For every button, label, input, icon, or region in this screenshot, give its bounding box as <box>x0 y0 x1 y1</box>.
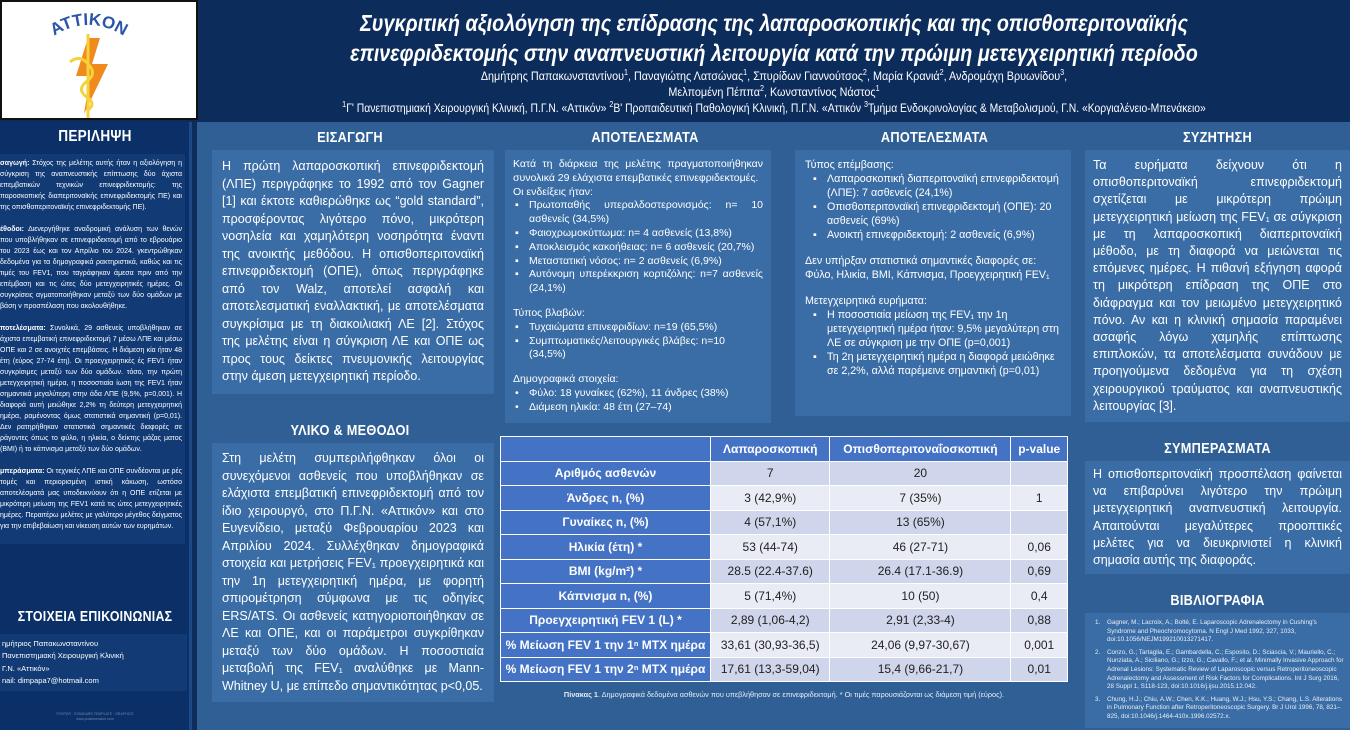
list-item: ▪ Πρωτοπαθής υπεραλδοστερονισμός: n= 10 ασθενείς (34,5%) <box>513 199 763 227</box>
table-row <box>501 608 1068 633</box>
row-label: % Μείωση FEV 1 την 1ⁿ ΜΤΧ ημέρα <box>501 633 711 658</box>
table-cell: 10 (50) <box>830 584 1011 609</box>
reference-item: 1. Gagner, M.; Lacroix, A.; Bolté, E. Laparoscopic Adrenalectomy in Cushing's Syndrome and Pheochromocytoma. N Engl J Med 1992, 327, 1033, doi:10.1056/NEJM199210013271417. <box>1095 619 1346 645</box>
affiliation: Γ' Πανεπιστημιακή Χειρουργική Κλινική, Π.Γ.Ν. «Αττικόν» <box>346 103 607 115</box>
sidebar <box>0 122 192 730</box>
author-affiliation-mark: 2 <box>759 84 764 93</box>
contact-line: ημήτριος Παπακωνσταντίνου <box>2 639 99 648</box>
author-affiliation-mark: 1 <box>623 68 629 77</box>
poster-body <box>197 122 1350 730</box>
list-item: • Φύλο: 18 γυναίκες (62%), 11 άνδρες (38%) <box>513 387 763 401</box>
conclusions-text: Η οπισθοπεριτοναϊκή προσπέλαση φαίνεται να επιβαρύνει λιγότερο την πρώιμη μετεγχειρητική αναπνευστική λειτουργία. Απαιτούνται μεγαλύτερες προοπτικές μελέτες για να διευκρινιστεί η κλινική σημασία αυτής της διαφοράς. <box>1085 461 1350 574</box>
contact-line: Πανεπιστημιακή Χειρουργική Κλινική <box>2 651 124 661</box>
table-row <box>501 657 1068 682</box>
bibliography-heading: ΒΙΒΛΙΟΓΡΑΦΙΑ <box>1170 592 1265 609</box>
list-item: ▪ Συμπτωματικές/λειτουργικές βλάβες: n=10 (34,5%) <box>513 335 763 363</box>
table-cell: 0,88 <box>1011 608 1068 633</box>
table-cell: 0,69 <box>1011 559 1068 584</box>
author-name: Παναγιώτης Λατσώνας <box>634 69 744 83</box>
results-heading-1: ΑΠΟΤΕΛΕΣΜΑΤΑ <box>591 129 699 146</box>
table-cell: 24,06 (9,97-30,67) <box>830 633 1011 658</box>
list-item: ▪ Λαπαροσκοπική διαπεριτοναϊκή επινεφριδεκτομή (ΛΠΕ): 7 ασθενείς (24,1%) <box>811 172 1061 200</box>
table-cell: 53 (44-74) <box>711 535 830 560</box>
table-cell: 7 (35%) <box>830 486 1011 511</box>
intro-text: Η πρώτη λαπαροσκοπική επινεφριδεκτομή (ΛΠΕ) περιγράφηκε το 1992 από τον Gagner [1] και έκτοτε καθιερώθηκε ως “gold standard”, προσφέροντας λιγότερο πόνο, μικρότερη νοσηλεία και χαμηλότερη νοσηρότητα έναντι της ανοικτής μεθόδου. Η οπισθοπεριτοναϊκή επινεφριδεκτομή (ΟΠΕ), όπως περιγράφηκε από τον Walz, αποτελεί ασφαλή και αποτελεσματική εναλλακτική, με αποτελέσματα συγκρίσιμα με τη διακοιλιακή ΛΕ [2]. Στόχος της μελέτης είναι η σύγκριση ΛΕ και ΟΠΕ ως προς τους δείκτες πνευμονικής λειτουργίας στην άμεση μετεγχειρητική περίοδο. <box>212 150 494 394</box>
abstract-heading: ΠΕΡΙΛΗΨΗ <box>58 128 132 145</box>
row-label: Κάπνισμα n, (%) <box>501 584 711 609</box>
column-header: Οπισθοπεριτοναΐοσκοπική <box>830 437 1011 462</box>
affiliation-mark: 1 <box>342 100 347 110</box>
table-cell: 0,4 <box>1011 584 1068 609</box>
table-cell <box>1011 461 1068 486</box>
list-item: ▪ Αποκλεισμός κακοήθειας: n= 6 ασθενείς (20,7%) <box>513 241 763 255</box>
affiliation: Β' Προπαιδευτική Παθολογική Κλινική, Π.Γ.Ν. «Αττικόν <box>613 103 862 115</box>
affiliation-mark: 3 <box>863 100 868 110</box>
table-cell <box>1011 510 1068 535</box>
table-cell: 17,61 (13,3-59,04) <box>711 657 830 682</box>
list-item: ▪ Φαιοχρωμοκύττωμα: n= 4 ασθενείς (13,8%) <box>513 227 763 241</box>
table-cell: 20 <box>830 461 1011 486</box>
row-label: Άνδρες n, (%) <box>501 486 711 511</box>
authors: Δημήτρης Παπακωνσταντίνου$^1$, Παναγιώτης Λατσώνας$^1$, Σπυρίδων Γιαννούτσος$^2$, Μαρία Κρανιά$^2$, Ανδρομάχη Βρυωνίδου$^3$, Μελπομένη Πέππα$^2$, Κωνσταντίνος Νάστος$^1$ <box>480 68 1068 99</box>
author-affiliation-mark: 2 <box>939 68 944 77</box>
row-label: BMI (kg/m²) * <box>501 559 711 584</box>
table-row <box>501 486 1068 511</box>
discussion-text: Τα ευρήματα δείχνουν ότι η οπισθοπεριτοναϊκή επινεφριδεκτομή σχετίζεται με μικρότερη πρώιμη μετεγχειρητική μείωση της FEV₁ σε σύγκριση με τη λαπαροσκοπική διαπεριτοναϊκή μέθοδο, με τη διαφορά να μειώνεται τις επόμενες ημέρες. Η πιθανή εξήγηση αφορά τη μικρότερη επίδραση της ΟΠΕ στο διάφραγμα και τον μειωμένο μετεγχειρητικό πόνο. Αν και η κλινική σημασία παραμένει ασαφής λόγω χαμηλής επίπτωσης επιπλοκών, τα αποτελέσματα συνάδουν με προηγούμενα δεδομένα για τη σχέση χειρουργικού τραύματος και αναπνευστικής λειτουργίας [3]. <box>1085 150 1350 422</box>
author-affiliation-mark: 3 <box>1060 68 1065 77</box>
methods-text: Στη μελέτη συμπεριλήφθηκαν όλοι οι συνεχόμενοι ασθενείς που υποβλήθηκαν σε ελάχιστα επεμβατική επινεφριδεκτομή από τον ίδιο χειρουργό, στο Π.Γ.Ν. «Αττικόν» και στο Ευγενίδειο, μεταξύ Φεβρουαρίου 2023 και Απριλίου 2024. Συλλέχθηκαν δημογραφικά στοιχεία και μετρήσεις FEV₁ προεγχειρητικά και την 1η μετεγχειρητική ημέρα, με φορητή σπιρομέτρηση σύμφωνα με τις οδηγίες ERS/ATS. Οι ασθενείς κατηγοριοποιήθηκαν σε ΛΕ και ΟΠΕ, και οι παράμετροι συγκρίθηκαν μεταξύ των δύο ομάδων. Η ποσοστιαία μεταβολή της FEV₁ αναλύθηκε με Mann-Whitney U, με επίπεδο σημαντικότητας p<0,05. <box>212 443 494 702</box>
discussion-heading: ΣΥΖΗΤΗΣΗ <box>1182 129 1253 146</box>
contact-box <box>0 634 187 691</box>
abstract-paragraph: έθοδοι: Διενεργήθηκε αναδρομική ανάλυση των θενών που υποβλήθηκαν σε επινεφριδεκτομή από το εβρουάριο του 2023 έως και τον Απρίλιο του 2024. γκεντρώθηκαν δεδομένα για τα δημογραφικά ρακτηριστικά, καθώς και τις τιμές του FEV1, που ταγράφηκαν άμεσα πριν από την επέμβαση και τις ώτες δύο μετεγχειρητικές ημέρες. Οι συγκρίσεις αγματοποιήθηκαν μεταξύ των δύο ομάδων με βάση ν προσπέλαση που ακολουθήθηκε. <box>0 226 182 310</box>
row-label: % Μείωση FEV 1 την 2ⁿ ΜΤΧ ημέρα <box>501 657 711 682</box>
results-box-2: Τύπος επέμβασης: ▪ Λαπαροσκοπική διαπεριτοναϊκή επινεφριδεκτομή (ΛΠΕ): 7 ασθενείς (24,1%) ▪ Οπισθοπεριτοναϊκή επινεφριδεκτομή (ΟΠΕ): 20 ασθενείς (69%) ▪ Ανοικτή επινεφριδεκτομή: 2 ασθενείς (6,9%) Δεν υπήρξαν στατιστικά σημαντικές διαφορές σε: Φύλο, Ηλικία, BMI, Κάπνισμα, Προεγχειρητική FEV₁ Μετεγχειρητικά ευρήματα: ▪ Η ποσοστιαία μείωση της FEV₁ την 1η μετεγχειρητική ημέρα ήταν: 9,5% μεγαλύτερη στη ΛΕ σε σύγκριση με την ΟΠΕ (p=0,001) ▪ Τη 2η μετεγχειρητική ημέρα η διαφορά μειώθηκε σε 2,2%, αλλά παρέμεινε σημαντική (p=0,01) <box>795 150 1071 416</box>
conclusions-heading: ΣΥΜΠΕΡΑΣΜΑΤΑ <box>1164 440 1271 457</box>
table-header-row <box>501 437 1068 462</box>
list-item: ▪ Τυχαιώματα επινεφριδίων: n=19 (65,5%) <box>513 321 763 335</box>
table-cell: 3 (42,9%) <box>711 486 830 511</box>
author-affiliation-mark: 2 <box>862 68 867 77</box>
list-item: ▪ Μεταστατική νόσος: n= 2 ασθενείς (6,9%) <box>513 255 763 269</box>
table-cell: 0,001 <box>1011 633 1068 658</box>
abstract-paragraph: ποτελέσματα: Συνολικά, 29 ασθενείς υποβλήθηκαν σε άχιστα επεμβατική επινεφριδεκτομή 7 μέσω ΛΠΕ και μέσω ΟΠΕ και 2 σε ανοιχτές επεμβάσεις. Η διάμεση κία ήταν 48 έτη (εύρος 27-74 έτη). Οι προεγχειρητικές ές FEV1 ήταν συγκρίσιμες μεταξύ των δύο ομάδων. τόσο, την πρώτη μετεγχειρητική ημέρα, η ποσοστιαία ίωση της FEV1 ήταν σημαντικά μεγαλύτερη στην άδα ΛΠΕ (9,5%, p=0,001). Η διαφορά αυτή μειώθηκε 2,2% τη δεύτερη μετεγχειρητική ημέρα, ραμένοντας όμως στατιστικά σημαντική (p=0,01). Δεν ρατηρήθηκαν στατιστικά σημαντικές διαφορές σε ράγοντες όπως το φύλο, η ηλικία, ο δείκτης μάζας ματος (BMI) ή το κάπνισμα μεταξύ των δύο ομάδων. <box>0 325 182 453</box>
table-cell: 13 (65%) <box>830 510 1011 535</box>
table-row <box>501 535 1068 560</box>
affiliation-mark: 2 <box>609 100 614 110</box>
column-header: p-value <box>1011 437 1068 462</box>
author-affiliation-mark: 1 <box>875 84 880 93</box>
poster-header <box>198 0 1350 120</box>
table-cell: 15,4 (9,66-21,7) <box>830 657 1011 682</box>
table-caption: Πίνακας 1. Δημογραφικά δεδομένα ασθενών που υπεβλήθησαν σε επινεφριδεκτομή. * Οι τιμές παρουσιάζονται ως διάμεση τιμή (εύρος). <box>563 690 1005 699</box>
table-row <box>501 510 1068 535</box>
list-item: ▪ Η ποσοστιαία μείωση της FEV₁ την 1η μετεγχειρητική ημέρα ήταν: 9,5% μεγαλύτερη στη ΛΕ σε σύγκριση με την ΟΠΕ (p=0,001) <box>811 308 1061 350</box>
table-cell: 33,61 (30,93-36,5) <box>711 633 830 658</box>
contact-line: nail: dimpapa7@hotmail.com <box>2 675 99 685</box>
contact-heading: ΣΤΟΙΧΕΙΑ ΕΠΙΚΟΙΝΩΝΙΑΣ <box>17 609 173 625</box>
demographics-table <box>500 436 1068 682</box>
reference-item: 3. Chung, H.J.; Chiu, A.W.; Chen, K.K.; Huang, W.J.; Hsu, Y.S.; Chang, L.S. Alterations in Pulmonary Function after Retroperitoneoscopic Surgery. Br J Urol 1996, 78, 821–825, doi:10.1046/j.1464-410x.1996.02572.x. <box>1095 696 1346 722</box>
abstract-paragraph: σαγωγή: Στόχος της μελέτης αυτής ήταν η αξιολόγηση η σύγκριση της αναπνευστικής επίπτωσης δύο άχιστα επεμβατικών τεχνικών επινεφριδεκτομής: της παροσκοπικής διαπεριτοναϊκής επινεφριδεκτομής ΠΕ) και της οπισθοπεριτοναϊκής επινεφριδεκτομής ΠΕ). <box>0 160 182 211</box>
list-item: ▪ Οπισθοπεριτοναϊκή επινεφριδεκτομή (ΟΠΕ): 20 ασθενείς (69%) <box>811 200 1061 228</box>
list-item: ▪ Τη 2η μετεγχειρητική ημέρα η διαφορά μειώθηκε σε 2,2%, αλλά παρέμεινε σημαντική (p=0,01) <box>811 350 1061 378</box>
list-item: ▪ Αυτόνομη υπερέκκριση κορτιζόλης: n=7 ασθενείς (24,1%) <box>513 268 763 296</box>
column-header: Λαπαροσκοπική <box>711 437 830 462</box>
attikon-logo <box>0 0 198 120</box>
affiliations <box>256 102 1293 116</box>
table-cell: 28.5 (22.4-37.6) <box>711 559 830 584</box>
table-cell: 5 (71,4%) <box>711 584 830 609</box>
affiliation: Τμήμα Ενδοκρινολογίας & Μεταβολισμού, Γ.Ν. «Κοργιαλένειο-Μπενάκειο» <box>867 103 1206 115</box>
author-name: Δημήτρης Παπακωνσταντίνου <box>480 69 624 83</box>
reference-item: 2. Conzo, G.; Tartaglia, E.; Gambardella, C.; Esposito, D.; Sciascia, V.; Mauriello, C.; Nunziata, A.; Siciliano, G.; Izzo, G.; Cavallo, F.; et al. Minimally Invasive Approach for Adrenal Lesions: Systematic Review of Laparoscopic versus Retroperitoneoscopic Adrenalectomy and Assessment of Risk Factors for Complications. Int J Surg 2016, 28 Suppl 1, S118-123, doi:10.1016/j.ijsu.2015.12.042. <box>1095 649 1346 692</box>
row-label: Αριθμός ασθενών <box>501 461 711 486</box>
table-row <box>501 461 1068 486</box>
abstract-box <box>0 154 185 544</box>
table-row <box>501 633 1068 658</box>
list-item: • Διάμεση ηλικία: 48 έτη (27–74) <box>513 401 763 415</box>
author-affiliation-mark: 1 <box>743 68 748 77</box>
table-cell: 7 <box>711 461 830 486</box>
row-label: Ηλικία (έτη) * <box>501 535 711 560</box>
svg-text:ATTIKON: ATTIKON <box>46 9 131 40</box>
poster-title: Συγκριτική αξιολόγηση της επίδρασης της λαπαροσκοπικής και της οπισθοπεριτοναϊκής επινεφριδεκτομής στην αναπνευστική λειτουργία κατά την πρώιμη μετεγχειρητική περίοδο <box>350 10 1198 66</box>
author-name: Ανδρομάχη Βρυωνίδου <box>949 69 1061 83</box>
footer-note: POSTER · STANDARD TEMPLATE · GRAPHICS www.postersession.com <box>56 712 134 721</box>
table-row <box>501 559 1068 584</box>
author-name: Σπυρίδων Γιαννούτσος <box>753 69 863 83</box>
intro-heading: ΕΙΣΑΓΩΓΗ <box>317 129 383 146</box>
methods-heading: ΥΛΙΚΟ & ΜΕΘΟΔΟΙ <box>290 422 410 439</box>
abstract-paragraph: μπεράσματα: Οι τεχνικές ΛΠΕ και ΟΠΕ συνδέονται με ρές τομές και περιορισμένη ιστική κάκωση, ωστόσο αποτελέσματά μας υποδεικνύουν ότι η ΟΠΕ ετίζεται με μικρότερη μείωση της FEV1 κατά τις ώτες μετεγχειρητικές ημέρες. Περαιτέρω μελέτες με γαλύτερο μέγεθος δείγματος για την επιβεβαίωση και νίκευση αυτών των ευρημάτων. <box>0 468 182 530</box>
column-header <box>501 437 711 462</box>
table-row <box>501 584 1068 609</box>
row-label: Προεγχειρητική FEV 1 (L) * <box>501 608 711 633</box>
table-cell: 1 <box>1011 486 1068 511</box>
author-name: Μελπομένη Πέππα <box>668 85 760 99</box>
results-heading-2: ΑΠΟΤΕΛΕΣΜΑΤΑ <box>880 129 989 146</box>
list-item: ▪ Ανοικτή επινεφριδεκτομή: 2 ασθενείς (6,9%) <box>811 228 1061 242</box>
bibliography-box <box>1085 613 1350 728</box>
table-cell: 2,91 (2,33-4) <box>830 608 1011 633</box>
contact-line: Γ.Ν. «Αττικόν» <box>2 663 50 673</box>
author-name: Κωνσταντίνος Νάστος <box>769 85 876 99</box>
results-box-1: Κατά τη διάρκεια της μελέτης πραγματοποιήθηκαν συνολικά 29 ελάχιστα επεμβατικές επινεφριδεκτομές. Οι ενδείξεις ήταν: ▪ Πρωτοπαθής υπεραλδοστερονισμός: n= 10 ασθενείς (34,5%) ▪ Φαιοχρωμοκύττωμα: n= 4 ασθενείς (13,8%) ▪ Αποκλεισμός κακοήθειας: n= 6 ασθενείς (20,7%) ▪ Μεταστατική νόσος: n= 2 ασθενείς (6,9%) ▪ Αυτόνομη υπερέκκριση κορτιζόλης: n=7 ασθενείς (24,1%) Τύπος βλαβών: ▪ Τυχαιώματα επινεφριδίων: n=19 (65,5%) ▪ Συμπτωματικές/λειτουργικές βλάβες: n=10 (34,5%) Δημογραφικά στοιχεία: • Φύλο: 18 γυναίκες (62%), 11 άνδρες (38%) • Διάμεση ηλικία: 48 έτη (27–74) <box>505 150 771 423</box>
table-cell: 0,01 <box>1011 657 1068 682</box>
table-cell: 26.4 (17.1-36.9) <box>830 559 1011 584</box>
table-cell: 2,89 (1,06-4,2) <box>711 608 830 633</box>
table-cell: 46 (27-71) <box>830 535 1011 560</box>
author-name: Μαρία Κρανιά <box>872 69 940 83</box>
table-cell: 4 (57,1%) <box>711 510 830 535</box>
row-label: Γυναίκες n, (%) <box>501 510 711 535</box>
table-cell: 0,06 <box>1011 535 1068 560</box>
